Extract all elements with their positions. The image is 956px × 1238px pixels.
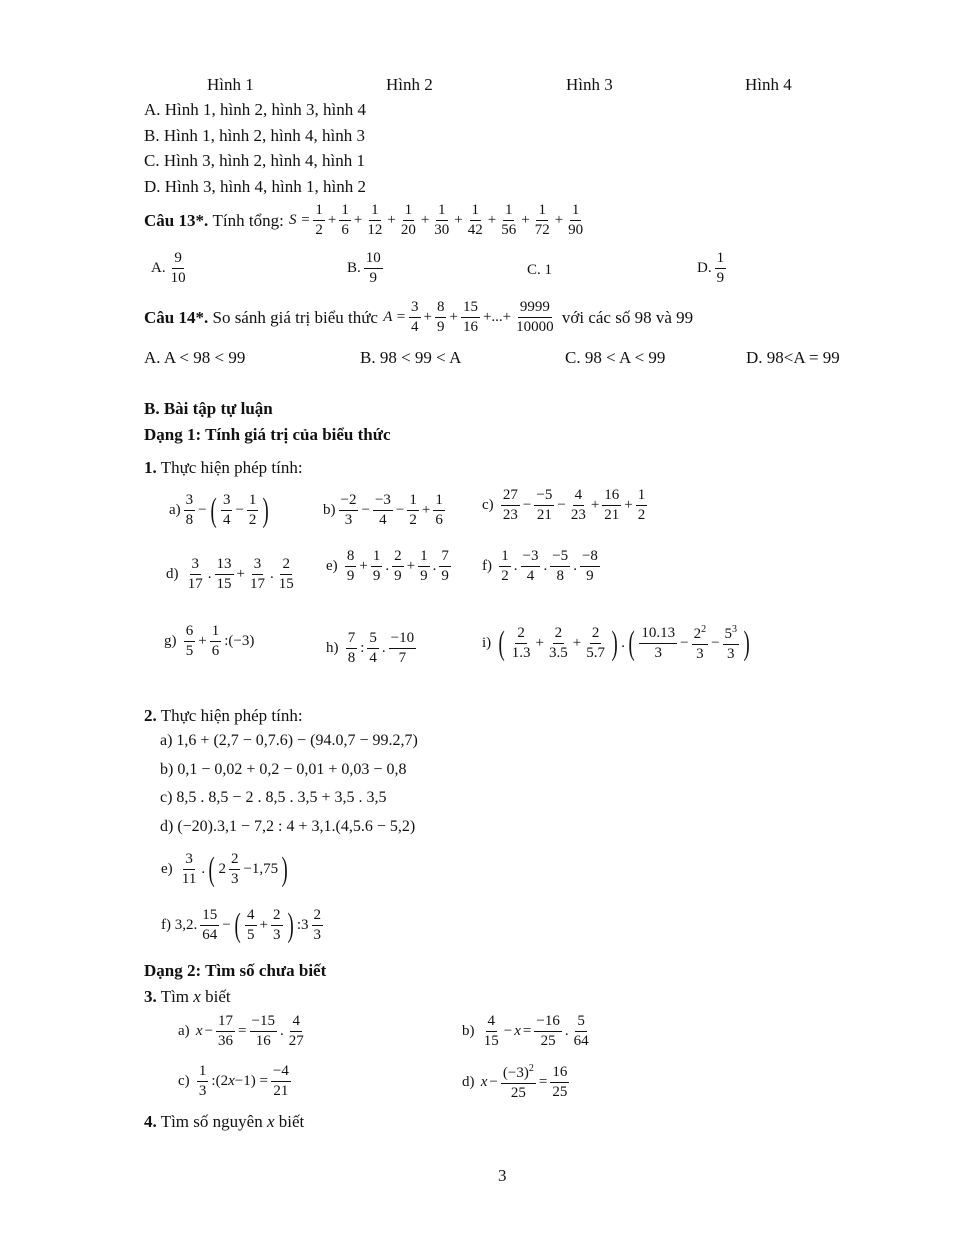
q13-term bbox=[432, 202, 451, 240]
q14-t2-den: 9 bbox=[436, 319, 445, 336]
q13-plus: + bbox=[521, 212, 530, 229]
q14-dots: +...+ bbox=[482, 309, 512, 326]
q13-term-num: 1 bbox=[403, 202, 415, 221]
q14-var: A = bbox=[383, 309, 406, 326]
q14-t2-num: 8 bbox=[435, 299, 447, 318]
ex1-num: 1. bbox=[144, 458, 157, 477]
dang2-heading: Dạng 2: Tìm số chưa biết bbox=[144, 961, 327, 980]
ex1-item-d: d) $\frac{3}{17}$ . $\frac{13}{15}$ + $\frac{3}{17}$ . $\frac{2}{15}$ bbox=[166, 556, 294, 593]
ex2-text: Thực hiện phép tính: bbox=[160, 706, 303, 725]
ex2-num: 2. bbox=[144, 706, 157, 725]
q13-term bbox=[365, 202, 384, 240]
q13-a-den: 10 bbox=[170, 270, 186, 287]
ex1-heading bbox=[144, 459, 303, 476]
q13-term-num: 1 bbox=[313, 202, 325, 221]
q12-option-c: C. Hình 3, hình 2, hình 4, hình 1 bbox=[144, 151, 366, 170]
q14-question: Câu 14*. So sánh giá trị biểu thức A = $\frac{3}{4}$ + $\frac{8}{9}$ + $\frac{15}{16}$ +...+ $\frac{9999}{10000}$ với các số 98 và 99 bbox=[144, 299, 694, 336]
q13-option-b bbox=[346, 250, 385, 288]
q14-text: So sánh giá trị biểu thức bbox=[212, 308, 378, 328]
q13-text: Tính tổng: bbox=[212, 211, 284, 231]
figure-label-1: Hình 1 bbox=[207, 75, 254, 94]
q12-option-a: A. Hình 1, hình 2, hình 3, hình 4 bbox=[144, 100, 366, 119]
q13-term-num: 1 bbox=[536, 202, 548, 221]
q13-term bbox=[339, 202, 351, 240]
ex3-x: x bbox=[193, 987, 201, 1006]
q13-term-den: 30 bbox=[434, 222, 450, 239]
q13-a-num: 9 bbox=[172, 250, 184, 269]
q14-t3-num: 15 bbox=[461, 299, 480, 318]
q13-option-a-label: A. bbox=[151, 260, 166, 277]
q13-term-num: 1 bbox=[369, 202, 381, 221]
q13-option-a bbox=[150, 250, 190, 288]
q13-question bbox=[144, 202, 587, 240]
q13-plus: + bbox=[554, 212, 564, 229]
ex2-item-d: d) (−20).3,1 − 7,2 : 4 + 3,1.(4,5.6 − 5,2) bbox=[160, 818, 416, 835]
ex4-x: x bbox=[266, 1112, 275, 1131]
q13-term-den: 12 bbox=[367, 222, 383, 239]
ex2-item-e: e) $\frac{3}{11}$ . ( 2 $\frac{2}{3}$ −1,75 ) bbox=[161, 851, 288, 889]
q13-term-num: 1 bbox=[503, 202, 515, 221]
ex3-heading bbox=[144, 988, 231, 1005]
q13-option-b-label: B. bbox=[347, 260, 361, 277]
figure-label-4: Hình 4 bbox=[745, 75, 792, 94]
ex3-item-c: c) $\frac{1}{3}$ :(2x−1) = $\frac{-4}{21}$ bbox=[178, 1063, 289, 1100]
q13-term bbox=[466, 202, 485, 240]
q14-t1-den: 4 bbox=[411, 319, 419, 336]
q13-label: Câu 13*. bbox=[144, 211, 209, 231]
q13-term bbox=[399, 202, 418, 240]
ex3-tail: biết bbox=[205, 987, 231, 1006]
ex2-heading bbox=[144, 707, 303, 724]
q13-plus: + bbox=[454, 212, 463, 229]
q14-tail: với các số 98 và 99 bbox=[561, 308, 694, 328]
section-b-heading: B. Bài tập tự luận bbox=[144, 399, 273, 418]
page-number: 3 bbox=[498, 1166, 507, 1185]
ex1-item-e: e) $\frac{8}{9}$ + $\frac{1}{9}$ . $\frac{2}{9}$ + $\frac{1}{9}$ . $\frac{7}{9}$ bbox=[326, 548, 449, 585]
ex1-item-f: f) $\frac{1}{2}$ . $\frac{-3}{4}$ . $\frac{-5}{8}$ . $\frac{-8}{9}$ bbox=[482, 548, 598, 585]
ex2-item-b: b) 0,1 − 0,02 + 0,2 − 0,01 + 0,03 − 0,8 bbox=[160, 761, 407, 778]
ex1-item-a: a) $\frac{3}{8}$ − ( $\frac{3}{4}$ − $\frac{1}{2}$ ) bbox=[169, 492, 270, 530]
ex1-text: Thực hiện phép tính: bbox=[160, 458, 303, 477]
q13-term-den: 42 bbox=[467, 222, 483, 239]
q14-option-b: B. 98 < 99 < A bbox=[360, 348, 462, 367]
q13-term-den: 72 bbox=[534, 222, 550, 239]
q13-term-den: 56 bbox=[501, 222, 517, 239]
ex1-item-c: c) $\frac{27}{23}$ − $\frac{-5}{21}$ − $\frac{4}{23}$ + $\frac{16}{21}$ + $\frac{1}{2}$ bbox=[482, 487, 646, 524]
q13-plus: + bbox=[487, 212, 497, 229]
q13-plus: + bbox=[353, 212, 363, 229]
ex3-item-a: a) x − $\frac{17}{36}$ = $\frac{-15}{16}$ . $\frac{4}{27}$ bbox=[178, 1013, 304, 1050]
q14-tl-den: 10000 bbox=[516, 319, 554, 336]
q13-term bbox=[499, 202, 518, 240]
q13-plus: + bbox=[327, 212, 337, 229]
ex1-item-i: i) ( $\frac{2}{1.3}$ + $\frac{2}{3.5}$ + $\frac{2}{5.7}$ ) . ( $\frac{10.13}{3}$ − $\frac{2^2}{3}$ − $\frac{5^3}{3}$ ) bbox=[482, 624, 750, 663]
figure-label-2: Hình 2 bbox=[386, 75, 433, 94]
q14-option-a: A. A < 98 < 99 bbox=[144, 348, 246, 367]
ex2-item-f: f) 3,2. $\frac{15}{64}$ − ( $\frac{4}{5}$ + $\frac{2}{3}$ ) :3 $\frac{2}{3}$ bbox=[161, 907, 322, 945]
q13-d-num: 1 bbox=[715, 250, 727, 269]
q12-option-d: D. Hình 3, hình 4, hình 1, hình 2 bbox=[144, 177, 366, 196]
q13-term-num: 1 bbox=[436, 202, 448, 221]
ex4-text: Tìm số nguyên bbox=[160, 1112, 263, 1131]
q13-term-den: 2 bbox=[315, 222, 323, 239]
ex1-item-h: h) $\frac{7}{8}$ : $\frac{5}{4}$ . $\frac{-10}{7}$ bbox=[326, 630, 415, 667]
ex3-item-d: d) x − $\frac{(-3)^2}{25}$ = $\frac{16}{25}$ bbox=[462, 1063, 568, 1102]
q13-sum bbox=[311, 202, 587, 240]
q14-t1-num: 3 bbox=[409, 299, 421, 318]
q13-option-d bbox=[696, 250, 728, 288]
q13-d-den: 9 bbox=[716, 270, 725, 287]
q13-term-num: 1 bbox=[570, 202, 582, 221]
ex3-item-b: b) $\frac{4}{15}$ − x = $\frac{-16}{25}$ . $\frac{5}{64}$ bbox=[462, 1013, 589, 1050]
q14-tl-num: 9999 bbox=[518, 299, 552, 318]
q13-term bbox=[533, 202, 552, 240]
ex1-item-b: b) $\frac{-2}{3}$ − $\frac{-3}{4}$ − $\frac{1}{2}$ + $\frac{1}{6}$ bbox=[323, 492, 443, 529]
q13-term-den: 90 bbox=[568, 222, 584, 239]
ex3-text: Tìm bbox=[160, 987, 190, 1006]
ex4-heading bbox=[144, 1113, 304, 1130]
q14-option-d: D. 98<A = 99 bbox=[746, 348, 840, 367]
q13-term bbox=[566, 202, 585, 240]
q13-term bbox=[313, 202, 325, 240]
q14-label: Câu 14*. bbox=[144, 308, 209, 328]
figure-label-3: Hình 3 bbox=[566, 75, 613, 94]
q13-b-num: 10 bbox=[364, 250, 383, 269]
q13-var: S = bbox=[289, 212, 311, 229]
q13-term-den: 6 bbox=[341, 222, 349, 239]
q13-term-den: 20 bbox=[400, 222, 416, 239]
q13-term-num: 1 bbox=[339, 202, 351, 221]
ex4-num: 4. bbox=[144, 1112, 157, 1131]
q13-plus: + bbox=[387, 212, 396, 229]
ex2-item-c: c) 8,5 . 8,5 − 2 . 8,5 . 3,5 + 3,5 . 3,5 bbox=[160, 789, 387, 806]
q12-option-b: B. Hình 1, hình 2, hình 4, hình 3 bbox=[144, 126, 366, 145]
ex4-tail: biết bbox=[278, 1112, 305, 1131]
q13-option-d-label: D. bbox=[697, 260, 712, 277]
q13-b-den: 9 bbox=[369, 270, 378, 287]
dang1-heading: Dạng 1: Tính giá trị của biểu thức bbox=[144, 425, 391, 444]
q13-term-num: 1 bbox=[470, 202, 482, 221]
q14-option-c: C. 98 < A < 99 bbox=[565, 348, 666, 367]
q14-t3-den: 16 bbox=[462, 319, 478, 336]
q13-plus: + bbox=[420, 212, 430, 229]
ex3-num: 3. bbox=[144, 987, 157, 1006]
ex1-item-g: g) $\frac{6}{5}$ + $\frac{1}{6}$ :(−3) bbox=[164, 623, 255, 660]
q13-option-c: C. 1 bbox=[527, 262, 553, 278]
ex2-item-a: a) 1,6 + (2,7 − 0,7.6) − (94.0,7 − 99.2,7) bbox=[160, 732, 418, 749]
